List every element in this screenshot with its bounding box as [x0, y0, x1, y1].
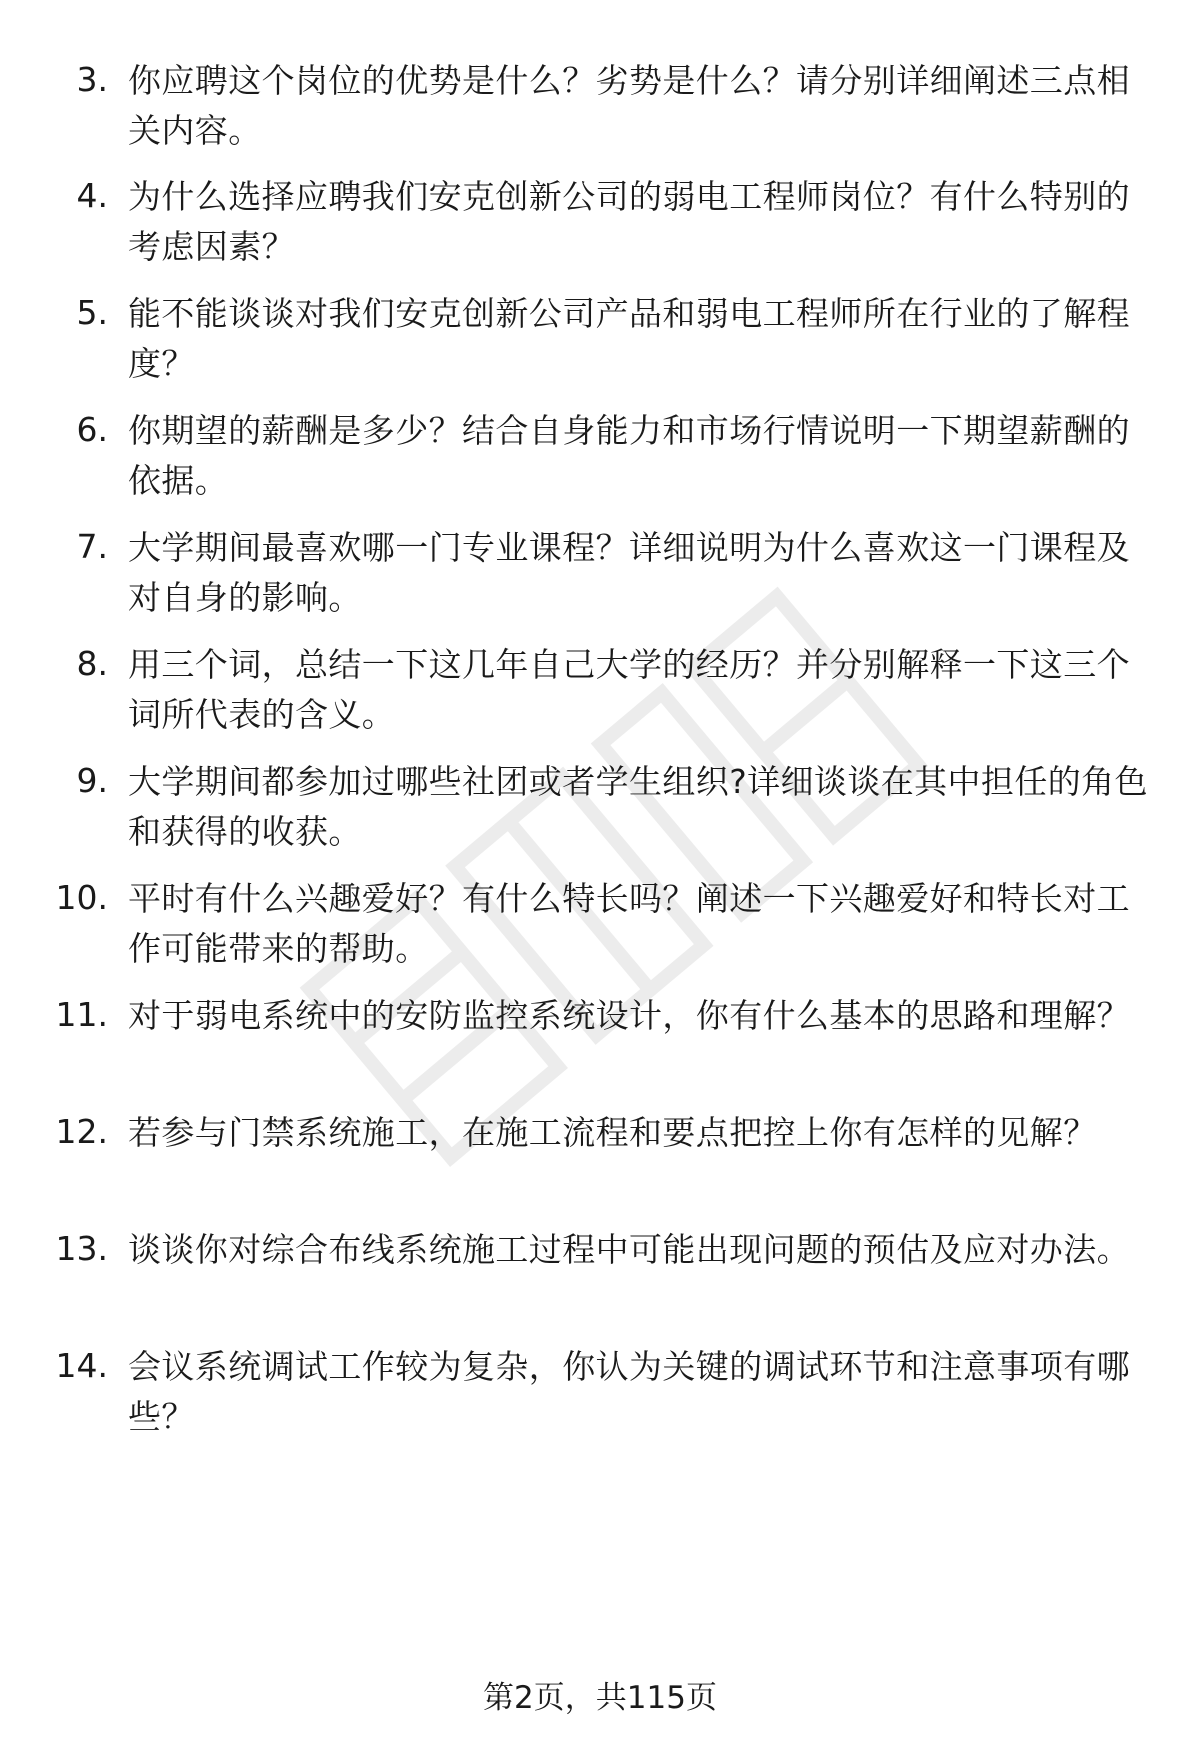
question-item — [0, 1108, 1200, 1208]
question-number: 5. — [76, 293, 108, 332]
question-item — [0, 1342, 1200, 1442]
question-text: 会议系统调试工作较为复杂，你认为关键的调试环节和注意事项有哪些？ — [128, 1347, 1130, 1436]
question-item — [0, 56, 1200, 156]
question-text: 大学期间都参加过哪些社团或者学生组织?详细谈谈在其中担任的角色和获得的收获。 — [128, 762, 1148, 851]
question-text: 你应聘这个岗位的优势是什么？劣势是什么？请分别详细阐述三点相关内容。 — [128, 61, 1130, 150]
question-number: 7. — [76, 527, 108, 566]
question-item — [0, 289, 1200, 389]
question-text: 对于弱电系统中的安防监控系统设计，你有什么基本的思路和理解？ — [128, 996, 1130, 1035]
question-item — [0, 523, 1200, 623]
question-number: 4. — [76, 176, 108, 215]
question-text: 大学期间最喜欢哪一门专业课程？详细说明为什么喜欢这一门课程及对自身的影响。 — [128, 528, 1130, 617]
question-text: 平时有什么兴趣爱好？有什么特长吗？阐述一下兴趣爱好和特长对工作可能带来的帮助。 — [128, 879, 1130, 968]
question-text: 你期望的薪酬是多少？结合自身能力和市场行情说明一下期望薪酬的依据。 — [128, 411, 1130, 500]
question-item — [0, 874, 1200, 974]
question-item — [0, 1225, 1200, 1325]
question-number: 12. — [55, 1112, 108, 1151]
question-item — [0, 991, 1200, 1091]
question-item — [0, 406, 1200, 506]
question-text: 若参与门禁系统施工，在施工流程和要点把控上你有怎样的见解？ — [128, 1113, 1097, 1152]
question-item — [0, 757, 1200, 857]
question-number: 10. — [55, 878, 108, 917]
question-item — [0, 172, 1200, 272]
question-number: 14. — [55, 1346, 108, 1385]
question-item — [0, 640, 1200, 740]
question-text: 用三个词，总结一下这几年自己大学的经历？并分别解释一下这三个词所代表的含义。 — [128, 645, 1130, 734]
question-number: 3. — [76, 60, 108, 99]
page-indicator: 第2页，共115页 — [483, 1680, 717, 1716]
question-number: 9. — [76, 761, 108, 800]
question-number: 13. — [55, 1229, 108, 1268]
question-text: 为什么选择应聘我们安克创新公司的弱电工程师岗位？有什么特别的考虑因素？ — [128, 177, 1130, 266]
question-text: 能不能谈谈对我们安克创新公司产品和弱电工程师所在行业的了解程度？ — [128, 294, 1130, 383]
question-text: 谈谈你对综合布线系统施工过程中可能出现问题的预估及应对办法。 — [128, 1230, 1130, 1269]
question-number: 6. — [76, 410, 108, 449]
question-number: 11. — [55, 995, 108, 1034]
question-number: 8. — [76, 644, 108, 683]
